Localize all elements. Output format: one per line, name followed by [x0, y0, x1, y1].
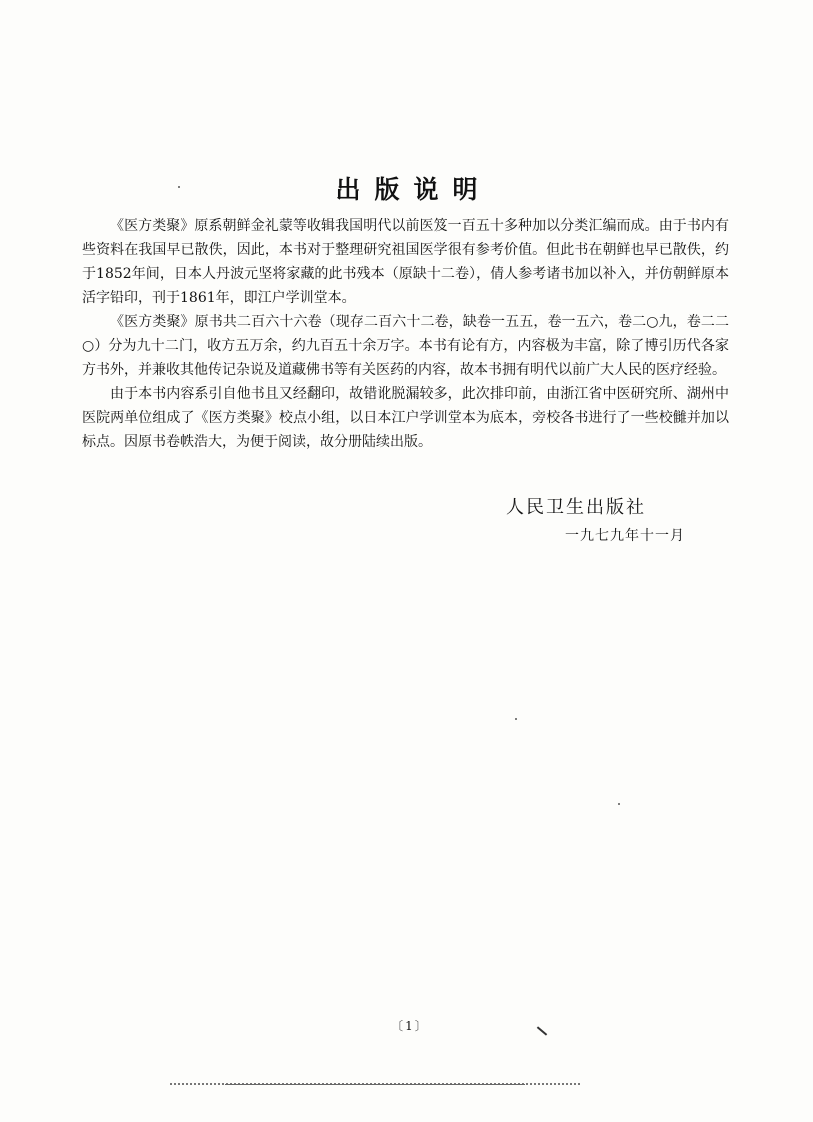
page-title: 出版说明 — [335, 175, 492, 204]
paragraph-2: 《医方类聚》原书共二百六十六卷（现存二百六十二卷，缺卷一五五，卷一五六，卷二○九，卷二二○）分为九十二门，收方五万余，约九百五十余万字。本书有论有方，内容极为丰富，除了博引历代各家方书外，并兼收其他传记杂说及道藏佛书等有关医药的内容，故本书拥有明代以前广大人民的医疗经验。 — [82, 314, 729, 378]
paragraph-3: 由于本书内容系引自他书且又经翻印，故错讹脱漏较多，此次排印前，由浙江省中医研究所、湖州中医院两单位组成了《医方类聚》校点小组，以日本江户学训堂本为底本，旁校各书进行了一些校雠并加以标点。因原书卷帙浩大，为便于阅读，故分册陆续出版。 — [82, 386, 729, 450]
paragraph-1: 《医方类聚》原系朝鲜金礼蒙等收辑我国明代以前医笈一百五十多种加以分类汇编而成。由于书内有些资料在我国早已散佚，因此，本书对于整理研究祖国医学很有参考价值。但此书在朝鲜也早已散佚，约于1852年间，日本人丹波元坚将家藏的此书残本（原缺十二卷），倩人参考诸书加以补入，并仿朝鲜原本活字铅印，刊于1861年，即江户学训堂本。 — [82, 218, 729, 306]
scan-speck — [178, 186, 180, 188]
body-text — [82, 214, 729, 454]
scan-speck — [618, 803, 620, 805]
publisher-signature: 人民卫生出版社 — [506, 497, 646, 518]
scan-edge-line — [225, 1084, 525, 1085]
publication-date: 一九七九年十一月 — [565, 528, 685, 544]
scan-speck — [515, 718, 517, 720]
scan-mark — [537, 1026, 547, 1035]
page-number: 〔1〕 — [391, 1019, 429, 1033]
